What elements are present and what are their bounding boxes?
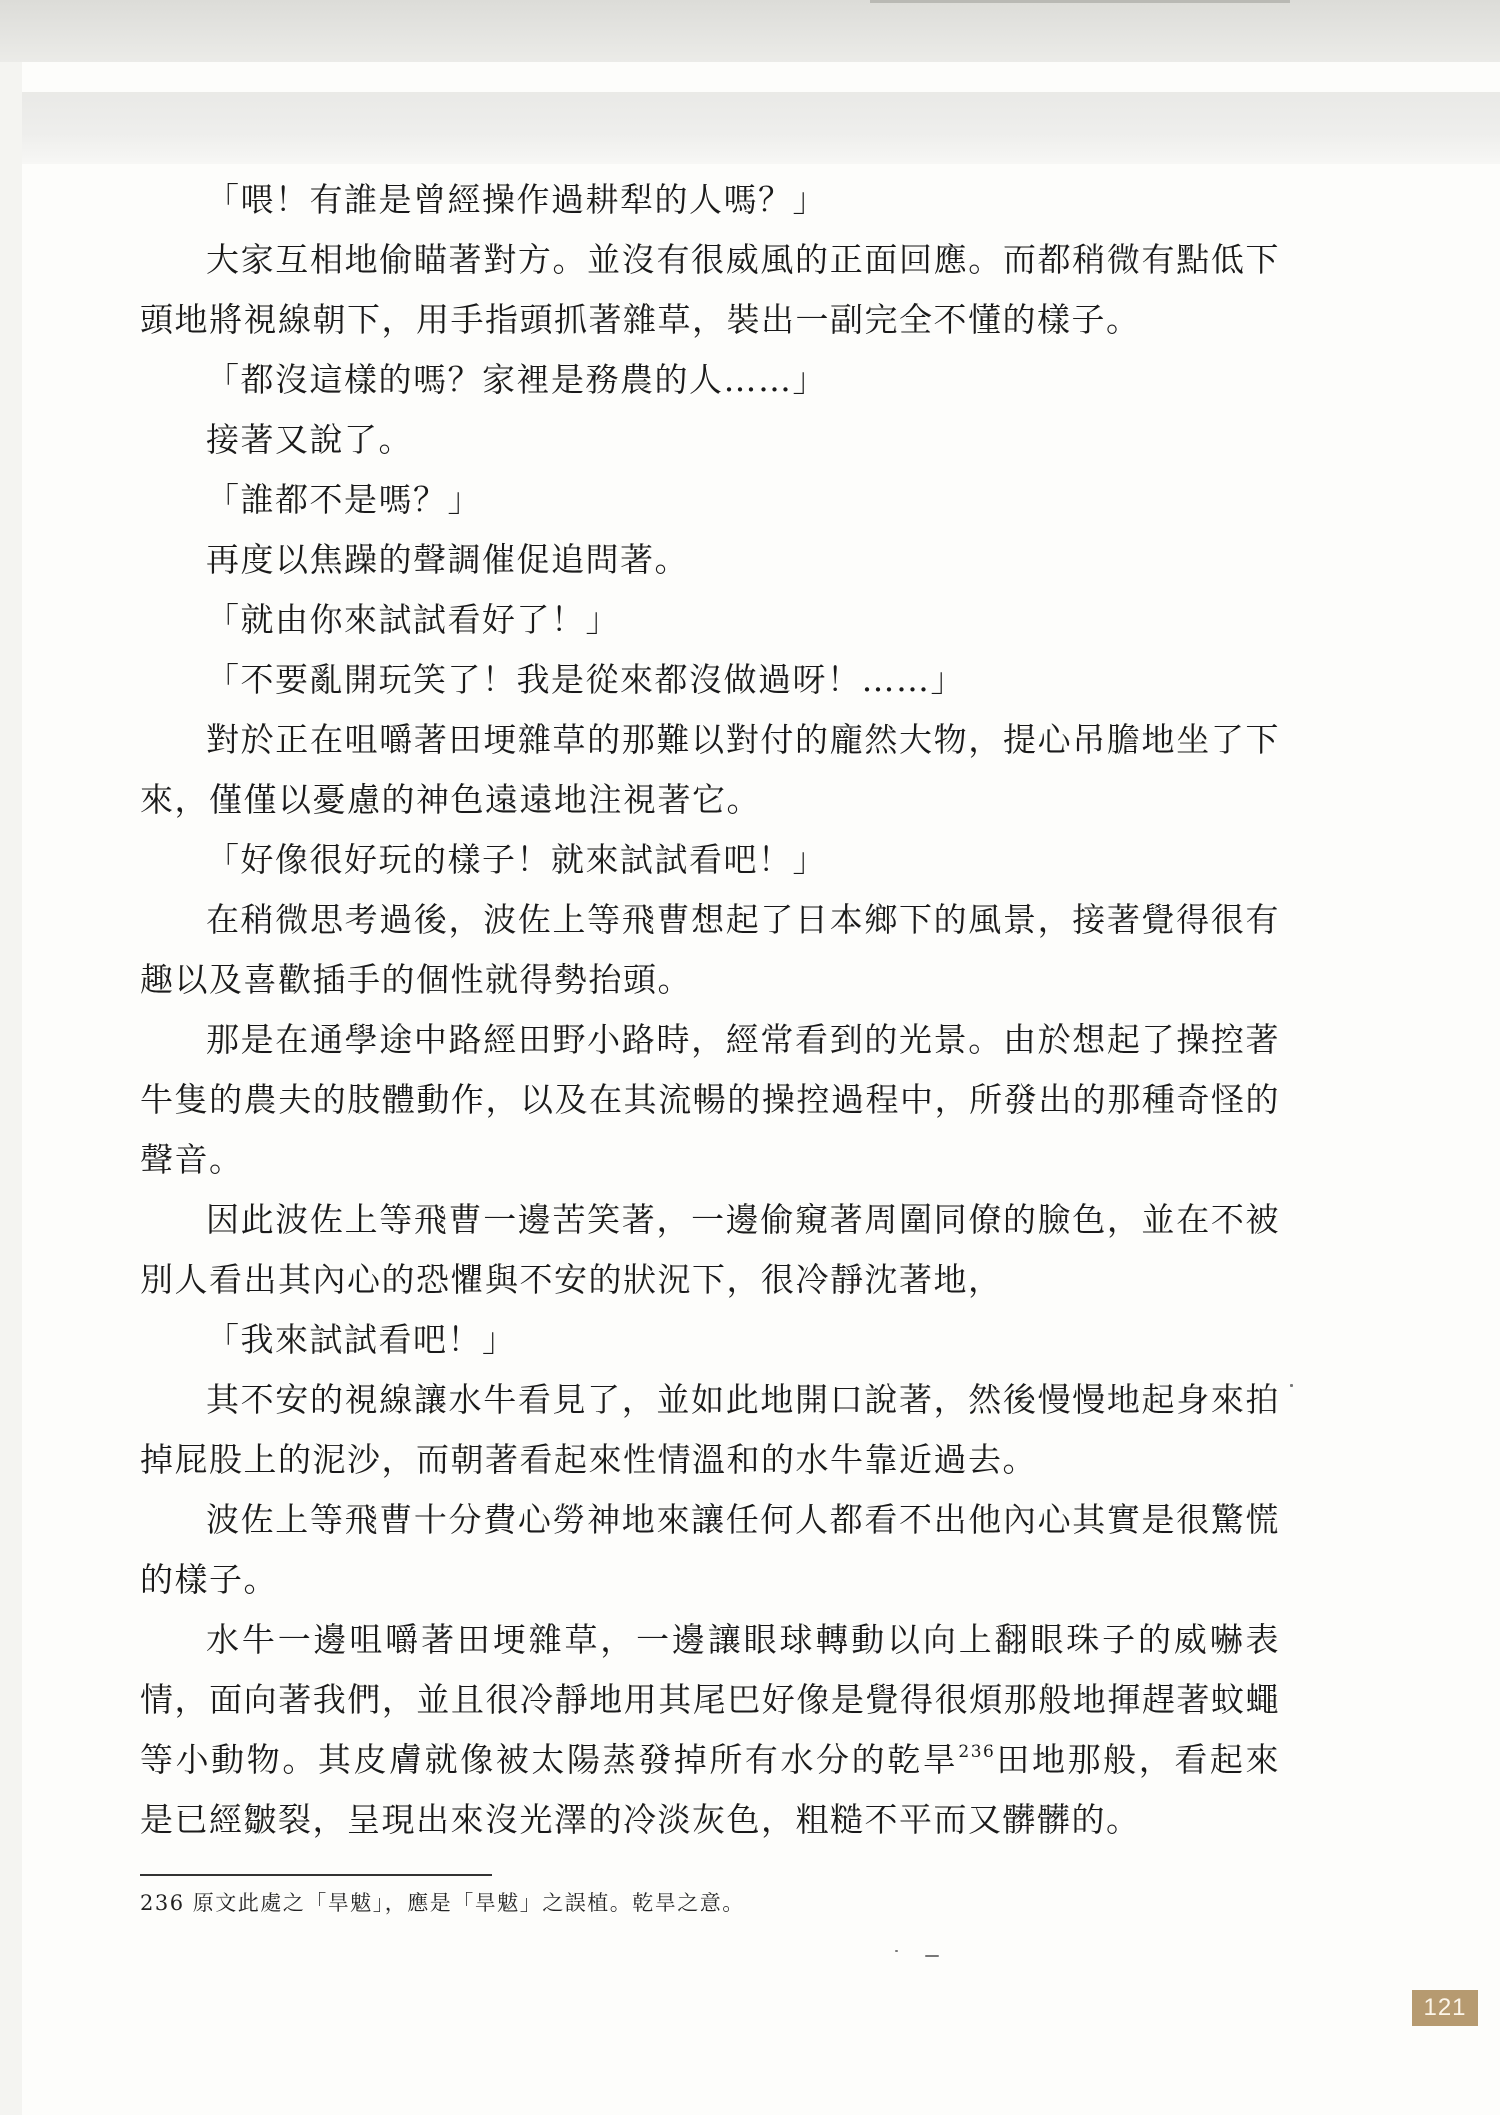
paragraph: 「好像很好玩的樣子！就來試試看吧！」 (206, 840, 827, 879)
page-number: 121 (1412, 1990, 1478, 2026)
paragraph-with-footnote (140, 1610, 1280, 1850)
footnote-divider (140, 1874, 492, 1876)
paragraph: 接著又說了。 (206, 420, 413, 459)
paragraph: 因此波佐上等飛曹一邊苦笑著，一邊偷窺著周圍同僚的臉色，並在不被別人看出其內心的恐懼與不安的狀況下，很冷靜沈著地， (140, 1200, 1280, 1299)
paragraph: 在稍微思考過後，波佐上等飛曹想起了日本鄉下的風景，接著覺得很有趣以及喜歡插手的個性就得勢抬頭。 (140, 900, 1280, 999)
faded-running-header (22, 92, 1500, 164)
paragraph: 那是在通學途中路經田野小路時，經常看到的光景。由於想起了操控著牛隻的農夫的肢體動作，以及在其流暢的操控過程中，所發出的那種奇怪的聲音。 (140, 1020, 1280, 1179)
paragraph: 「不要亂開玩笑了！我是從來都沒做過呀！……」 (206, 660, 965, 699)
paragraph-text-after-note: 田地那般，看起來是已經皺裂，呈現出來沒光澤的冷淡灰色，粗糙不平而又髒髒的。 (140, 1740, 1281, 1839)
paragraph: 大家互相地偷瞄著對方。並沒有很威風的正面回應。而都稍微有點低下頭地將視線朝下，用手指頭抓著雜草，裝出一副完全不懂的樣子。 (140, 240, 1280, 339)
scan-edge-mark (870, 0, 1290, 3)
paragraph: 「誰都不是嗎？」 (206, 480, 482, 519)
scan-speck (895, 1950, 898, 1952)
paragraph: 波佐上等飛曹十分費心勞神地來讓任何人都看不出他內心其實是很驚慌的樣子。 (140, 1500, 1280, 1599)
paragraph: 「喂！有誰是曾經操作過耕犁的人嗎？」 (206, 180, 827, 219)
paragraph-text-before-note: 水牛一邊咀嚼著田埂雜草，一邊讓眼球轉動以向上翻眼珠子的威嚇表情，面向著我們，並且很冷靜地用其尾巴好像是覺得很煩那般地揮趕著蚊蠅等小動物。其皮膚就像被太陽蒸發掉所有水分的乾旱 (140, 1620, 1280, 1779)
body-text (140, 170, 1280, 1850)
scan-top-band (0, 0, 1500, 62)
scan-speck (1290, 1384, 1293, 1387)
paragraph: 「我來試試看吧！」 (206, 1320, 517, 1359)
paragraph: 「就由你來試試看好了！」 (206, 600, 620, 639)
paragraph: 「都沒這樣的嗎？家裡是務農的人……」 (206, 360, 827, 399)
footnote-reference: 236 (958, 1742, 996, 1762)
paragraph: 其不安的視線讓水牛看見了，並如此地開口說著，然後慢慢地起身來拍掉屁股上的泥沙，而朝著看起來性情溫和的水牛靠近過去。 (140, 1380, 1280, 1479)
paragraph: 對於正在咀嚼著田埂雜草的那難以對付的龐然大物，提心吊膽地坐了下來，僅僅以憂慮的神色遠遠地注視著它。 (140, 720, 1280, 819)
paragraph: 再度以焦躁的聲調催促追問著。 (206, 540, 689, 579)
scan-speck (925, 1955, 939, 1957)
footnote: 236 原文此處之「旱魃」，應是「旱魃」之誤植。乾旱之意。 (140, 1891, 745, 1915)
